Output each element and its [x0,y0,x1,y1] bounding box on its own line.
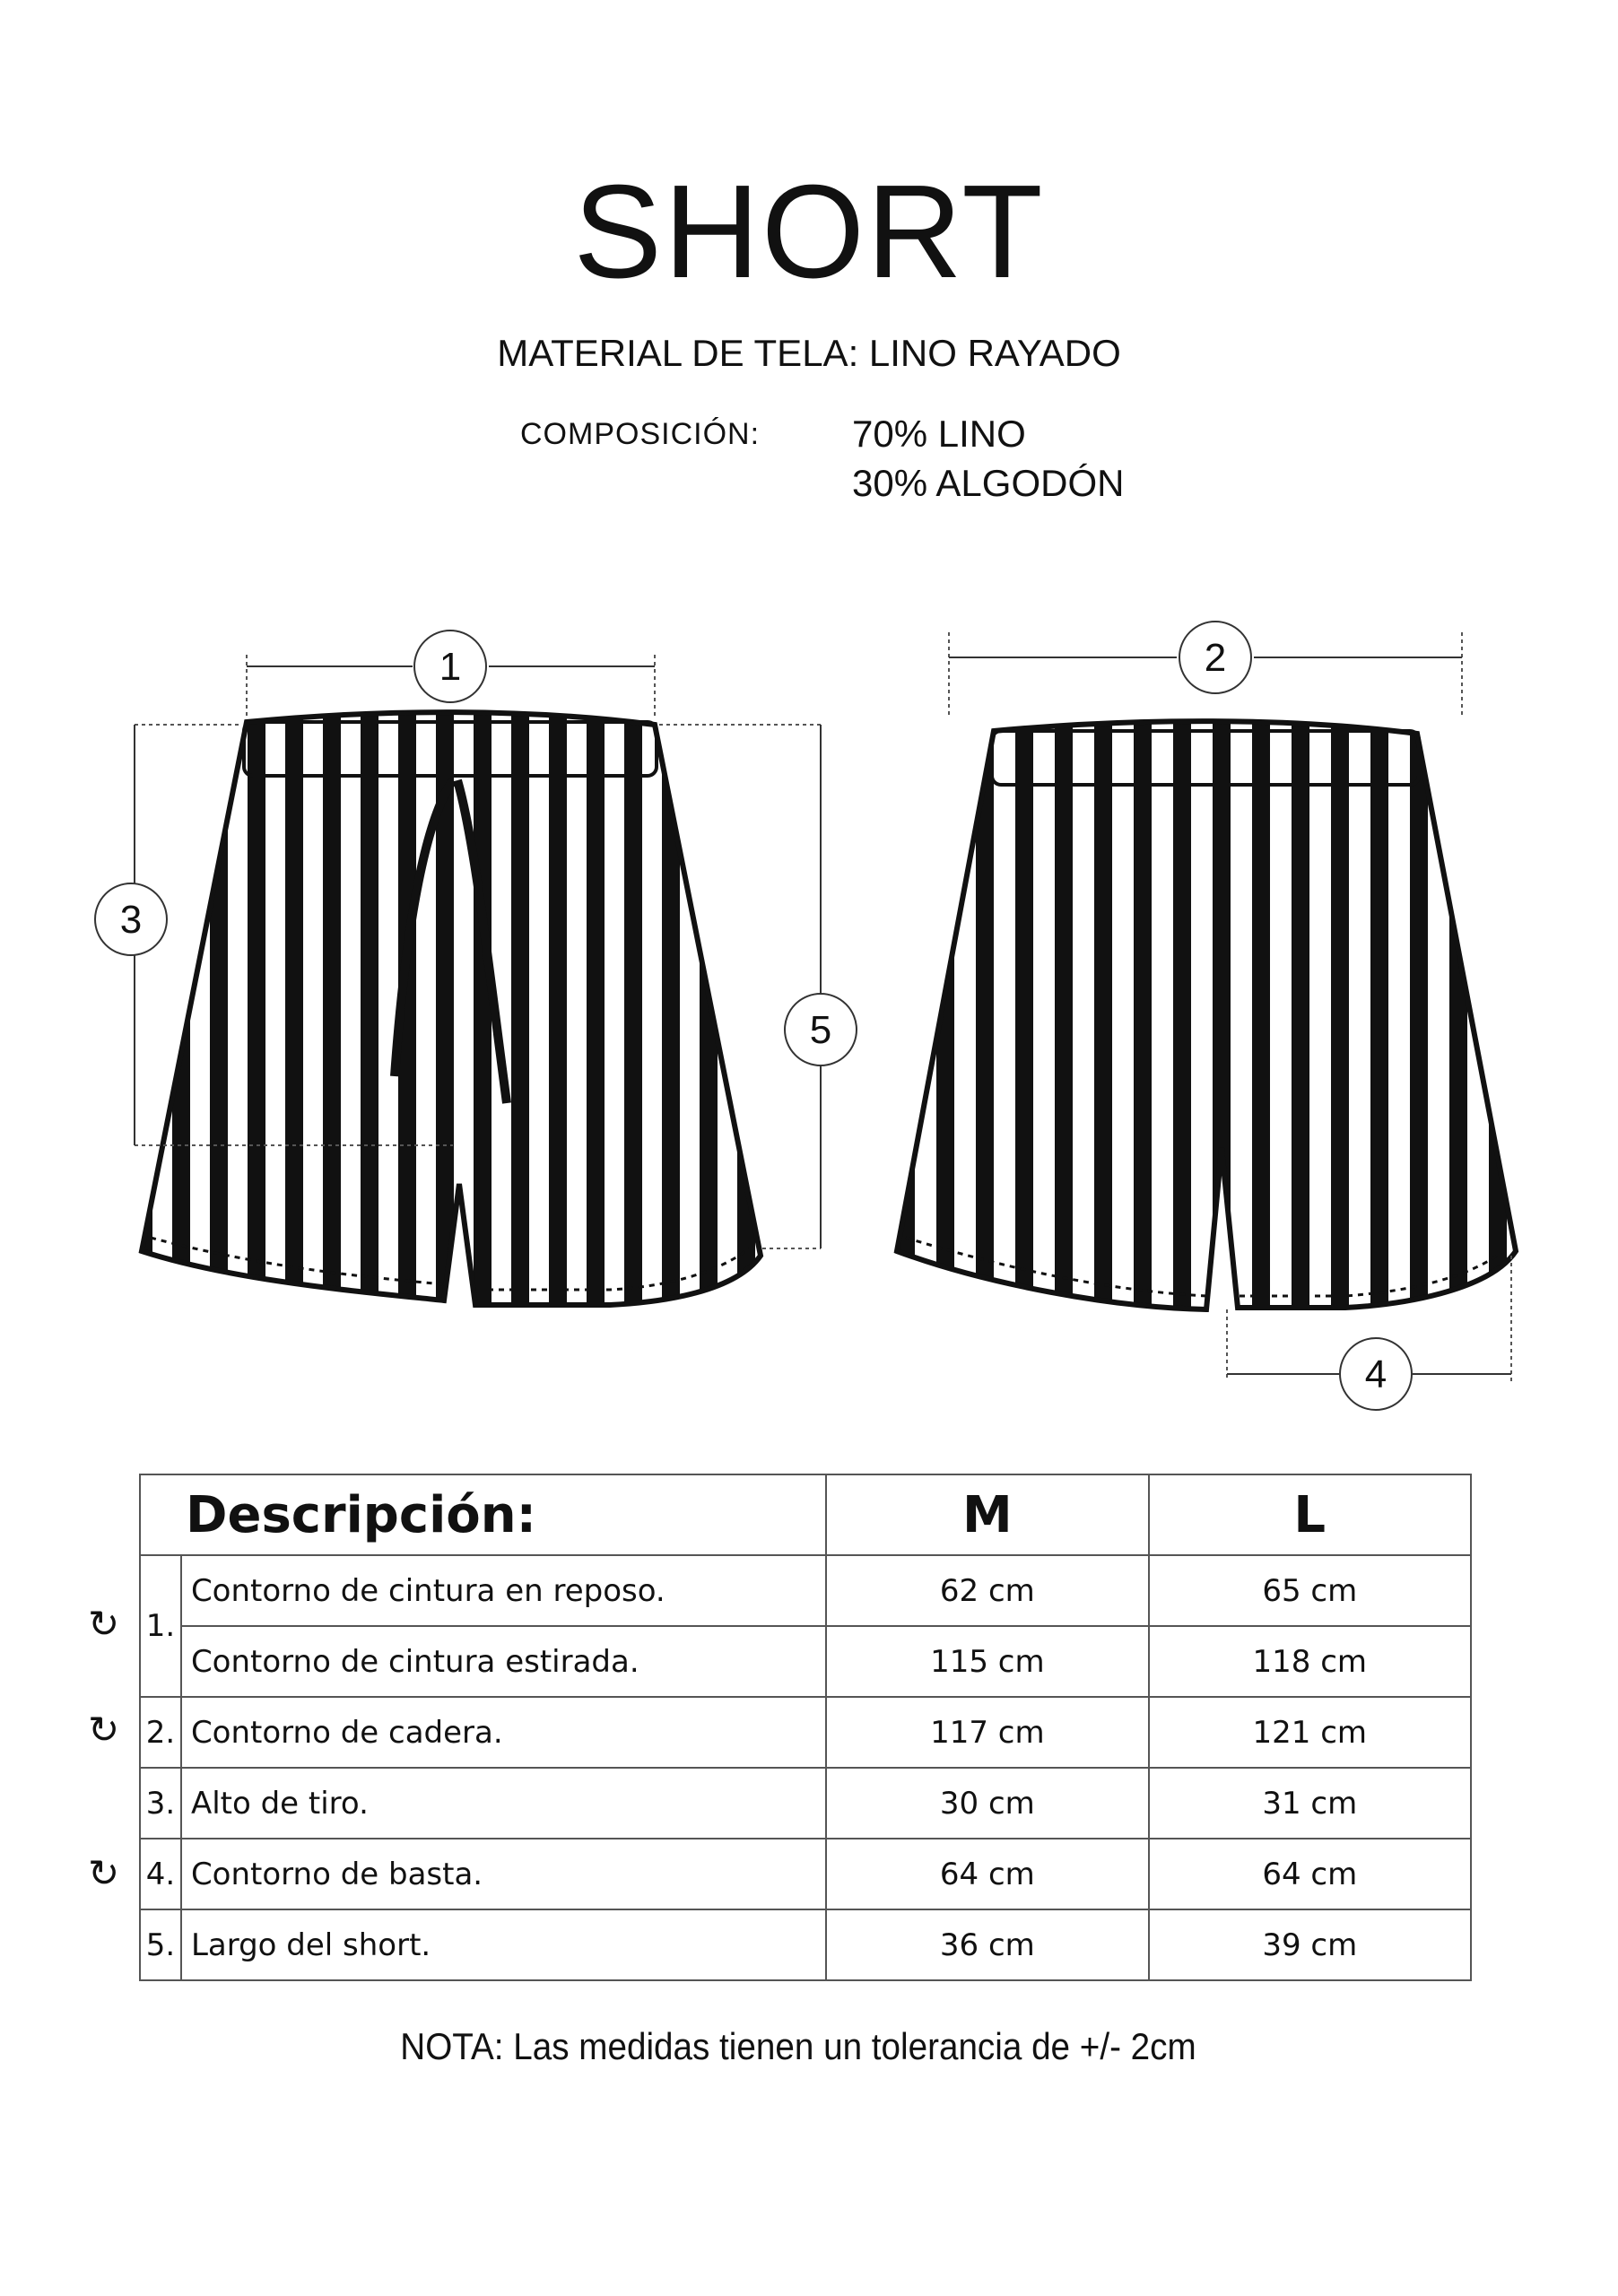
table-row [140,1909,1471,1980]
row-label: Alto de tiro. [181,1768,826,1839]
size-m-value: 115 cm [826,1626,1148,1697]
table-header-row [140,1474,1471,1555]
table-row [140,1768,1471,1839]
row-label: Contorno de cintura estirada. [181,1626,826,1697]
marker-3: 3 [119,898,143,942]
size-l-value: 64 cm [1149,1839,1471,1909]
size-m-value: 62 cm [826,1555,1148,1626]
row-number: 2. [140,1697,181,1768]
size-l-value: 121 cm [1149,1697,1471,1768]
marker-1: 1 [439,645,462,689]
row-number: 4. [140,1839,181,1909]
row-label: Contorno de cadera. [181,1697,826,1768]
row-number: 3. [140,1768,181,1839]
table-row [140,1555,1471,1626]
product-title: SHORT [573,158,1045,306]
size-l-value: 39 cm [1149,1909,1471,1980]
row-label: Contorno de basta. [181,1839,826,1909]
description-header: Descripción: [140,1474,826,1555]
size-m-header: M [826,1474,1148,1555]
rotate-arrow-icon: ↻ [88,1851,120,1895]
size-l-header: L [1149,1474,1471,1555]
shorts-technical-drawing [0,583,1618,1435]
size-m-value: 64 cm [826,1839,1148,1909]
table-row [140,1626,1471,1697]
composition-linen: 70% LINO [852,413,1026,455]
row-label: Largo del short. [181,1909,826,1980]
composition-label: COMPOSICIÓN: [520,417,761,451]
size-l-value: 31 cm [1149,1768,1471,1839]
marker-5: 5 [809,1008,832,1052]
tolerance-note: NOTA: Las medidas tienen un tolerancia de +/- 2cm [400,2025,1196,2067]
row-number: 5. [140,1909,181,1980]
size-m-value: 36 cm [826,1909,1148,1980]
marker-4: 4 [1364,1352,1387,1396]
size-m-value: 30 cm [826,1768,1148,1839]
fabric-material: MATERIAL DE TELA: LINO RAYADO [497,332,1121,374]
front-shorts-body [142,712,761,1305]
size-m-value: 117 cm [826,1697,1148,1768]
rotate-arrow-icon: ↻ [88,1602,120,1646]
composition-cotton: 30% ALGODÓN [852,462,1125,504]
measure-1-waist [247,631,655,718]
rotate-arrow-icon: ↻ [88,1708,120,1752]
row-number: 1. [140,1555,181,1697]
measurement-table [139,1474,1472,1981]
size-l-value: 118 cm [1149,1626,1471,1697]
marker-2: 2 [1204,636,1227,680]
table-row [140,1697,1471,1768]
back-view-shorts [897,721,1516,1309]
row-label: Contorno de cintura en reposo. [181,1555,826,1626]
measure-2-hip [949,622,1462,718]
size-l-value: 65 cm [1149,1555,1471,1626]
front-view-shorts [142,712,761,1305]
table-row [140,1839,1471,1909]
back-shorts-body [897,721,1516,1309]
